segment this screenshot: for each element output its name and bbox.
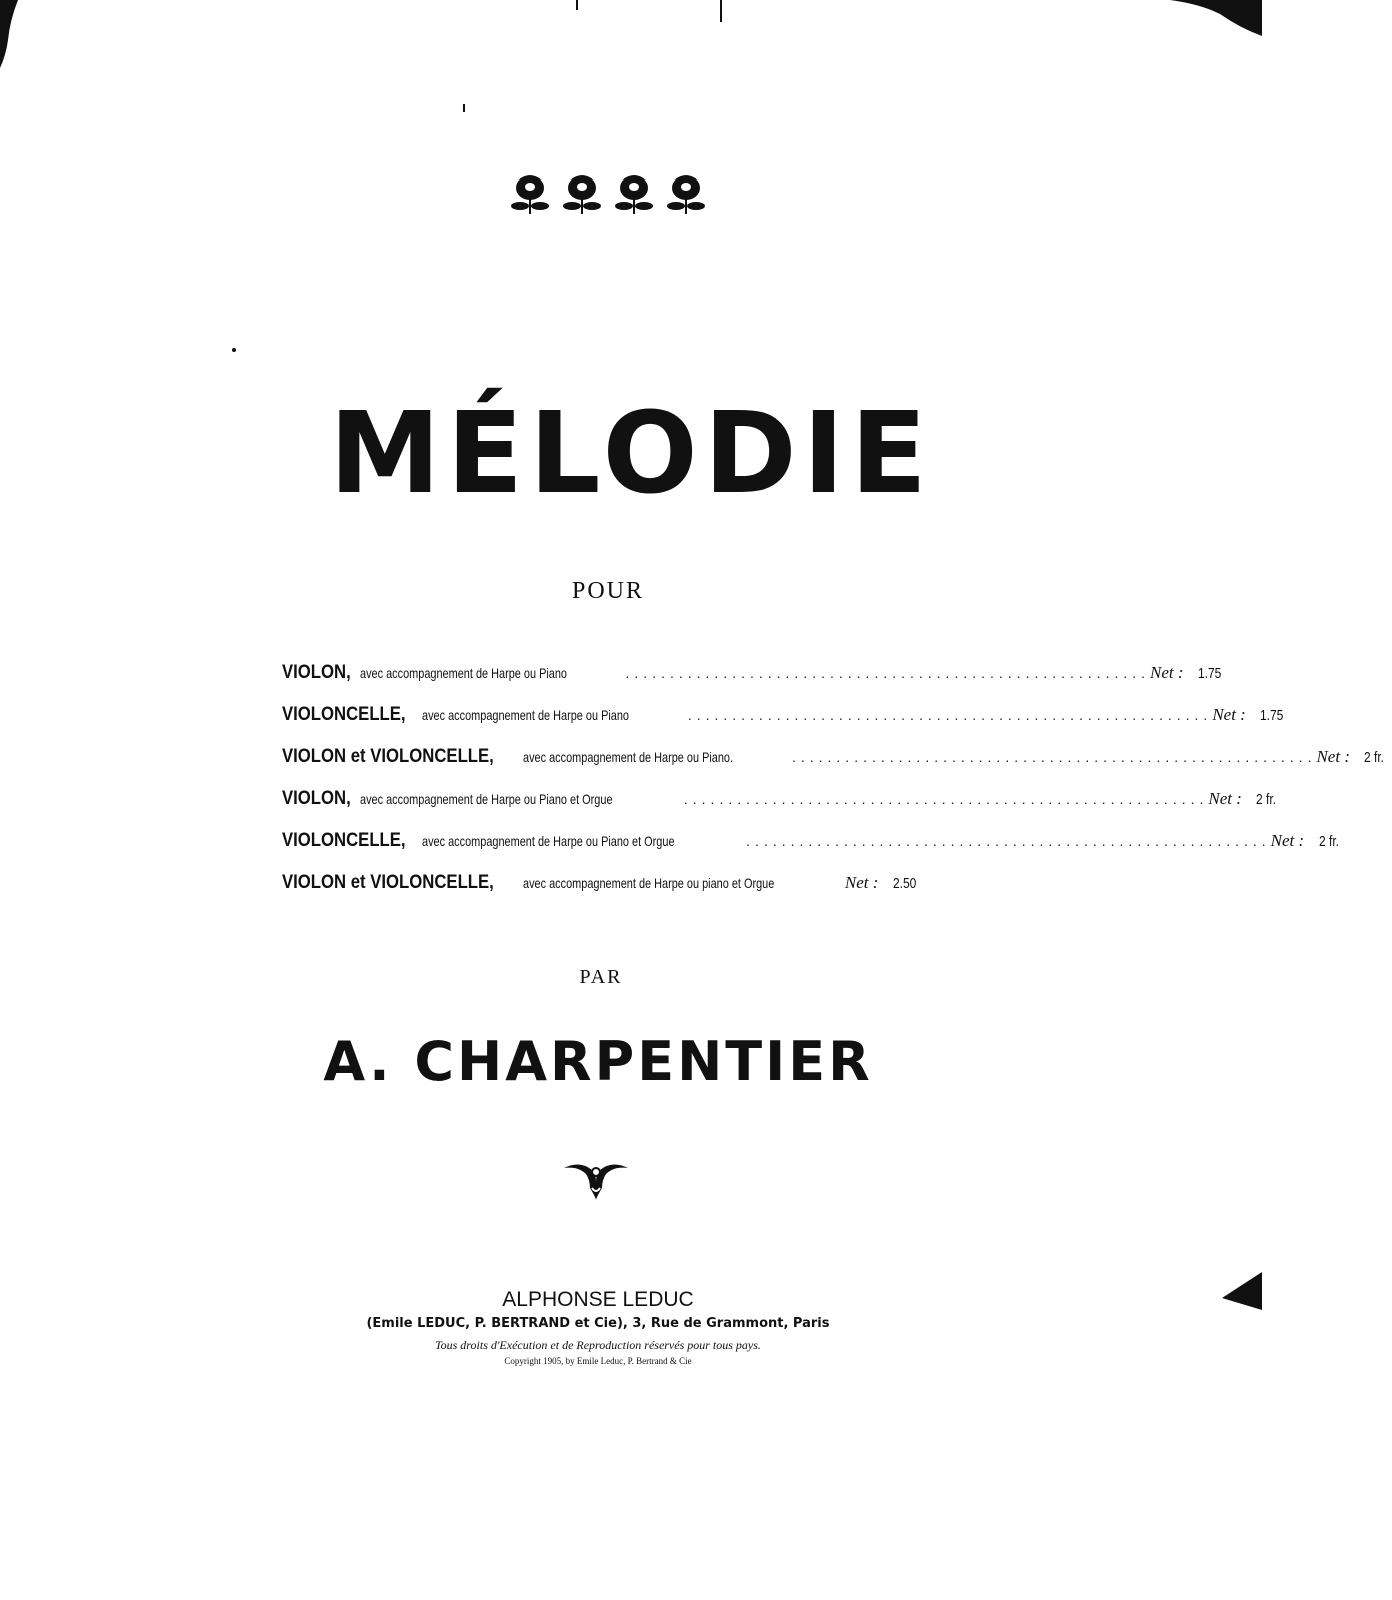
torn-edge-right [1222, 1272, 1262, 1312]
edition-net-label: Net : [844, 873, 879, 892]
leader-dots: ........................................................... [791, 749, 1317, 765]
publisher-name: ALPHONSE LEDUC [502, 1288, 694, 1311]
edition-instrument: VIOLON, [282, 788, 351, 809]
edition-price: 2 fr. [1318, 833, 1339, 850]
edition-instrument: VIOLON et VIOLONCELLE, [282, 872, 494, 893]
flower-icon [612, 172, 656, 220]
edition-row [282, 746, 1385, 788]
edition-accompaniment: avec accompagnement de Harpe ou piano et Orgue [522, 875, 775, 891]
edition-accompaniment: avec accompagnement de Harpe ou Piano [422, 707, 630, 723]
edition-accompaniment: avec accompagnement de Harpe ou Piano. [522, 749, 733, 765]
flower-icon [508, 172, 552, 220]
edition-price: 2.50 [892, 875, 917, 892]
edition-net-label: Net : [1150, 663, 1184, 682]
torn-edge-top-right [1170, 0, 1262, 40]
edition-price: 1.75 [1260, 707, 1284, 724]
scan-speck [463, 104, 465, 112]
edition-price: 2 fr. [1256, 791, 1277, 808]
edition-row [282, 872, 922, 914]
edition-price: 2 fr. [1364, 749, 1385, 766]
flower-icon [664, 172, 708, 220]
edition-row [282, 662, 1222, 704]
edition-row [282, 830, 1339, 872]
edition-row [282, 704, 1284, 746]
leader-dots: ........................................................... [625, 665, 1151, 681]
editions-list [282, 662, 1385, 914]
pour-label: POUR [571, 578, 645, 604]
edition-accompaniment: avec accompagnement de Harpe ou Piano et Orgue [422, 833, 675, 849]
copyright-notice: Copyright 1905, by Emile Leduc, P. Bertrand & Cie [504, 1356, 692, 1366]
edition-instrument: VIOLON et VIOLONCELLE, [282, 746, 494, 767]
par-label: PAR [579, 966, 623, 988]
edition-accompaniment: avec accompagnement de Harpe ou Piano [360, 665, 568, 681]
leader-dots: ........................................................... [746, 833, 1271, 849]
torn-edge-top-left [0, 0, 30, 70]
edition-row [282, 788, 1277, 830]
publisher-address: (Emile LEDUC, P. BERTRAND et Cie), 3, Rue de Grammont, Paris [366, 1316, 830, 1331]
edition-net-label: Net : [1270, 831, 1305, 850]
edition-price: 1.75 [1198, 665, 1222, 682]
scan-speck [576, 0, 578, 10]
edition-net-label: Net : [1208, 789, 1242, 808]
edition-net-label: Net : [1316, 747, 1350, 766]
page-title: MÉLODIE [329, 389, 933, 519]
edition-net-label: Net : [1212, 705, 1246, 724]
edition-instrument: VIOLONCELLE, [282, 830, 406, 851]
edition-instrument: VIOLONCELLE, [282, 704, 406, 725]
scan-speck [720, 0, 722, 22]
scroll-ornament-icon [562, 1158, 630, 1202]
scan-speck [232, 348, 236, 352]
rights-notice: Tous droits d'Exécution et de Reproduction réservés pour tous pays. [435, 1338, 761, 1352]
flower-icon [560, 172, 604, 220]
leader-dots: ........................................................... [687, 707, 1213, 723]
edition-instrument: VIOLON, [282, 662, 351, 683]
edition-accompaniment: avec accompagnement de Harpe ou Piano et Orgue [360, 791, 613, 807]
leader-dots: ........................................................... [683, 791, 1209, 807]
four-flowers-icon [508, 172, 708, 232]
composer-name: A. CHARPENTIER [323, 1030, 873, 1093]
